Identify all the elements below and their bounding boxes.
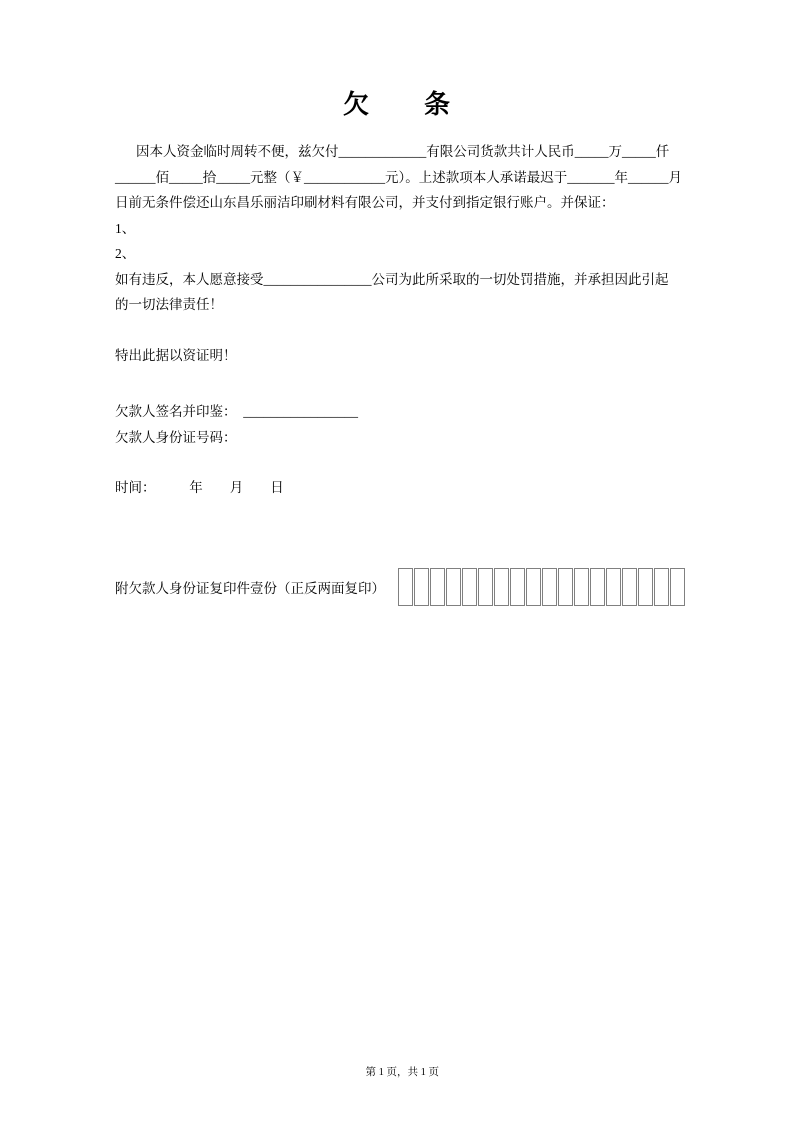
- id-digit-cell: [670, 568, 685, 606]
- body-line-violation-2: 的一切法律责任！: [115, 297, 223, 312]
- body-line-blank: [115, 318, 687, 344]
- id-digit-cell: [526, 568, 541, 606]
- body-line-violation-1: 如有违反，本人愿意接受________________公司为此所采取的一切处罚措施，并承担因此引起: [115, 271, 669, 287]
- body-line-3: 日前无条件偿还山东昌乐丽洁印刷材料有限公司，并支付到指定银行账户。并保证：: [115, 195, 615, 210]
- id-digit-cell: [398, 568, 413, 606]
- id-digit-cell: [590, 568, 605, 606]
- body-line-1: 因本人资金临时周转不便，兹欠付_____________有限公司货款共计人民币_____万_____仟: [136, 144, 670, 159]
- id-digit-cell: [654, 568, 669, 606]
- id-number-grid: [398, 568, 685, 606]
- page-number: 第 1 页，共 1 页: [365, 1067, 439, 1078]
- id-digit-cell: [414, 568, 429, 606]
- date-block: [115, 475, 284, 501]
- signature-line: 欠款人签名并印鉴： _________________: [115, 404, 358, 419]
- id-digit-cell: [494, 568, 509, 606]
- id-digit-cell: [574, 568, 589, 606]
- document-title: 欠 条: [342, 90, 451, 119]
- id-digit-cell: [446, 568, 461, 606]
- id-digit-cell: [462, 568, 477, 606]
- id-digit-cell: [558, 568, 573, 606]
- id-digit-cell: [606, 568, 621, 606]
- body-line-proof: 特出此据以资证明！: [115, 348, 237, 363]
- id-digit-cell: [478, 568, 493, 606]
- id-digit-cell: [510, 568, 525, 606]
- id-digit-cell: [542, 568, 557, 606]
- id-number-line: 欠款人身份证号码：: [115, 429, 237, 445]
- body-line-guarantee-2: 2、: [115, 246, 136, 261]
- date-line: 时间： 年 月 日: [115, 480, 284, 495]
- body-text: [115, 139, 687, 369]
- id-digit-cell: [638, 568, 653, 606]
- id-digit-cell: [430, 568, 445, 606]
- signature-block: [115, 399, 358, 450]
- body-line-2: ______佰_____拾_____元整（￥____________元）。上述款项本人承诺最迟于_______年______月: [115, 169, 682, 185]
- body-line-guarantee-1: 1、: [115, 220, 136, 236]
- attachment-note: 附欠款人身份证复印件壹份（正反两面复印）: [115, 581, 385, 596]
- page-footer: [0, 1049, 794, 1097]
- id-digit-cell: [622, 568, 637, 606]
